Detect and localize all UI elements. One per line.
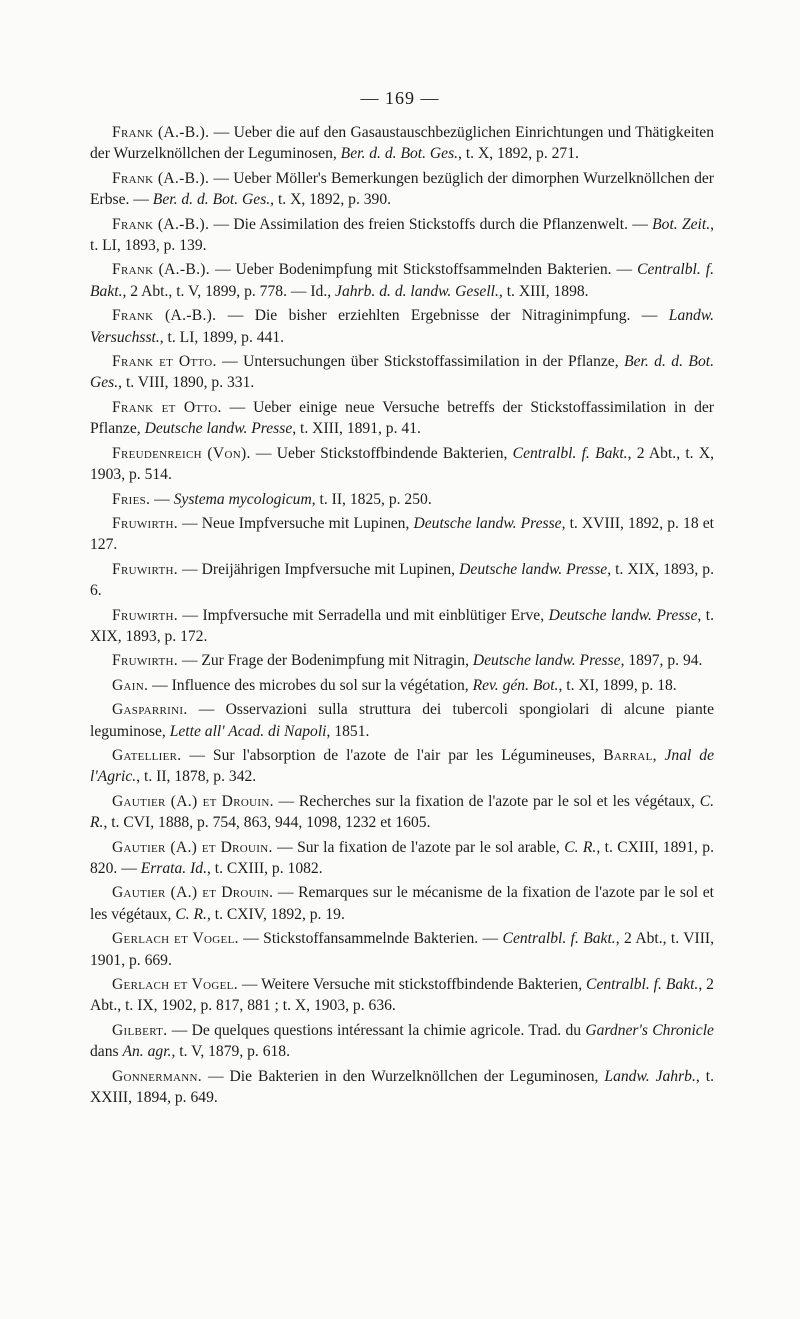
entry-source-title: Ber. d. d. Bot. Ges. bbox=[340, 145, 459, 163]
entry-source-title: Ber. d. d. Bot. Ges. bbox=[90, 353, 714, 392]
bibliography-entry bbox=[90, 837, 714, 880]
entry-text: — Sur l'absorption de l'azote de l'air par les Légumineuses, bbox=[181, 746, 604, 764]
bibliography-entry bbox=[90, 605, 714, 648]
bibliography-entry bbox=[90, 974, 714, 1017]
entry-author: Frank (A.-B.). bbox=[112, 124, 210, 141]
entry-source-title: Systema mycologicum bbox=[173, 490, 312, 508]
entry-source-title: Deutsche landw. Presse bbox=[459, 560, 608, 578]
entry-source-title: Deutsche landw. Presse bbox=[472, 652, 621, 670]
entry-text: , t. CVI, 1888, p. 754, 863, 944, 1098, 1232 et 1605. bbox=[103, 814, 431, 832]
entry-source-title: Deutsche landw. Presse bbox=[548, 606, 698, 624]
entry-text: — De quelques questions intéressant la chimie agricole. Trad. du bbox=[167, 1021, 586, 1039]
bibliography-entry bbox=[90, 559, 714, 602]
entry-text: , t. VIII, 1890, p. 331. bbox=[118, 374, 255, 392]
entry-source-title: Rev. gén. Bot. bbox=[472, 676, 559, 694]
entry-source-title: Centralbl. f. Bakt. bbox=[502, 930, 616, 948]
entry-text: — Dreijährigen Impfversuche mit Lupinen, bbox=[177, 560, 460, 578]
bibliography-entry bbox=[90, 699, 714, 742]
entry-author: Freudenreich (Von). bbox=[112, 444, 251, 462]
entry-source-title: Landw. Jahrb. bbox=[604, 1067, 696, 1085]
entry-source-title: Gardner's Chronicle bbox=[585, 1021, 714, 1039]
entry-text: , t. LI, 1899, p. 441. bbox=[159, 328, 285, 346]
entry-author: Fruwirth. bbox=[112, 606, 178, 624]
entry-text: , t. X, 1892, p. 271. bbox=[458, 145, 579, 163]
bibliography-entry bbox=[90, 397, 714, 440]
entry-text: , t. XIII, 1891, p. 41. bbox=[292, 420, 421, 438]
bibliography-entry bbox=[90, 791, 714, 834]
entry-source-title: Centralbl. f. Bakt. bbox=[90, 261, 714, 300]
entry-source-title: Bot. Zeit. bbox=[652, 215, 711, 233]
entry-text: — Ueber einige neue Versuche betreffs der Stickstoffassimilation in der Pflanze, bbox=[90, 398, 714, 438]
bibliography-entry bbox=[90, 1020, 714, 1063]
bibliography-entry bbox=[90, 351, 714, 394]
entry-text: , t. CXIV, 1892, p. 19. bbox=[206, 905, 345, 923]
entry-source-title: C. R. bbox=[175, 905, 207, 923]
entry-text: — Influence des microbes du sol sur la végétation, bbox=[148, 676, 473, 694]
entry-author: Gautier (A.) et Drouin. bbox=[112, 838, 273, 856]
entry-text: , t. XIII, 1898. bbox=[498, 282, 589, 300]
entry-author: Gain. bbox=[112, 676, 149, 694]
entry-author: Fruwirth. bbox=[112, 514, 178, 532]
entry-text: , t. II, 1825, p. 250. bbox=[311, 490, 432, 508]
entry-text: , t. LI, 1893, p. 139. bbox=[90, 215, 715, 255]
bibliography-entry bbox=[90, 122, 714, 165]
entry-text: — Ueber Stickstoffbindende Bakterien, bbox=[250, 444, 513, 462]
entry-author: Gerlach et Vogel. bbox=[112, 930, 239, 948]
entry-author: Gautier (A.) et Drouin. bbox=[112, 792, 274, 810]
bibliography-entry bbox=[90, 513, 714, 556]
entry-text: , 1851. bbox=[326, 722, 370, 740]
entry-source-title: Landw. Versuchsst. bbox=[90, 307, 714, 346]
entry-secondary-author: Barral bbox=[603, 746, 653, 764]
entry-text: — Impfversuche mit Serradella und mit einblütiger Erve, bbox=[177, 606, 549, 624]
entry-text: — Ueber Bodenimpfung mit Stickstoffsammelnden Bakterien. — bbox=[209, 261, 638, 279]
entry-text: , bbox=[652, 746, 665, 764]
entry-text: , 2 Abt., t. X, 1903, p. 514. bbox=[90, 444, 714, 484]
entry-text: — Die Assimilation des freien Stickstoffs durch die Pflanzenwelt. — bbox=[209, 215, 653, 233]
entry-text: , t. XIX, 1893, p. 172. bbox=[90, 606, 714, 645]
entry-text: — Neue Impfversuche mit Lupinen, bbox=[177, 514, 414, 532]
entry-text: , 2 Abt., t. VIII, 1901, p. 669. bbox=[90, 930, 714, 969]
entry-author: Gasparrini. bbox=[112, 701, 188, 719]
entry-text: — Weitere Versuche mit stickstoffbindende Bakterien, bbox=[237, 976, 587, 994]
entry-author: Frank (A.-B.). bbox=[112, 215, 210, 233]
entry-text: , t. V, 1879, p. 618. bbox=[171, 1043, 290, 1061]
entry-text: — Remarques sur le mécanisme de la fixation de l'azote par le sol et les végétaux, bbox=[90, 884, 714, 923]
entry-source-title: Lette all' Acad. di Napoli bbox=[169, 722, 327, 740]
entry-text: , t. II, 1878, p. 342. bbox=[136, 768, 257, 786]
entry-text: , t. X, 1892, p. 390. bbox=[270, 191, 392, 209]
entry-author: Gilbert. bbox=[112, 1021, 168, 1039]
bibliography-entry bbox=[90, 675, 714, 696]
bibliography-entry bbox=[90, 882, 714, 925]
entry-author: Frank et Otto. bbox=[112, 398, 222, 416]
entry-source-title: Ber. d. d. Bot. Ges. bbox=[152, 191, 271, 209]
entry-text: , 2 Abt., t. V, 1899, p. 778. — Id., bbox=[122, 282, 336, 300]
entry-source-title: C. R. bbox=[564, 838, 597, 856]
entry-source-title: Centralbl. f. Bakt. bbox=[512, 444, 628, 462]
entry-text: , 2 Abt., t. IX, 1902, p. 817, 881 ; t. X, 1903, p. 636. bbox=[90, 976, 714, 1015]
entry-text: — Ueber die auf den Gasaustauschbezüglichen Einrichtungen und Thätigkeiten der Wurzelknöllchen der Leguminosen, bbox=[90, 124, 714, 163]
bibliography-entry bbox=[90, 489, 714, 510]
entry-text: , t. XI, 1899, p. 18. bbox=[558, 676, 677, 694]
bibliography-entry bbox=[90, 928, 714, 971]
entry-author: Gatellier. bbox=[112, 746, 182, 764]
entry-source-title: Centralbl. f. Bakt. bbox=[586, 976, 699, 994]
entry-author: Frank et Otto. bbox=[112, 353, 217, 371]
entry-text: , t. CXIII, 1891, p. 820. — bbox=[90, 838, 714, 877]
entry-author: Fruwirth. bbox=[112, 560, 178, 578]
page-number: — 169 — bbox=[360, 88, 440, 108]
entry-author: Gautier (A.) et Drouin. bbox=[112, 884, 274, 902]
entry-text: — Recherches sur la fixation de l'azote par le sol et les végétaux, bbox=[273, 792, 700, 810]
entry-author: Frank (A.-B.). bbox=[112, 307, 217, 325]
entry-source-title: C. R. bbox=[90, 792, 714, 832]
entry-text: , t. XXIII, 1894, p. 649. bbox=[90, 1067, 714, 1107]
entry-text: , 1897, p. 94. bbox=[620, 652, 703, 670]
entry-source-title: Jnal de l'Agric. bbox=[90, 746, 714, 786]
entry-author: Gerlach et Vogel. bbox=[112, 976, 238, 994]
entry-source-title: An. agr. bbox=[122, 1043, 172, 1061]
entry-text: , t. XVIII, 1892, p. 18 et 127. bbox=[90, 514, 714, 554]
entry-text: — Die Bakterien in den Wurzelknöllchen der Leguminosen, bbox=[201, 1067, 605, 1085]
entry-text: — Ueber Möller's Bemerkungen bezüglich der dimorphen Wurzelknöllchen der Erbse. — bbox=[90, 169, 714, 209]
entry-text: — bbox=[150, 490, 174, 508]
entry-text: , t. CXIII, p. 1082. bbox=[206, 860, 323, 877]
entry-author: Gonnermann. bbox=[112, 1067, 202, 1085]
entry-source-title: Jahrb. d. d. landw. Gesell. bbox=[335, 282, 499, 300]
entry-source-title: Errata. Id. bbox=[140, 860, 207, 877]
entry-author: Frank (A.-B.). bbox=[112, 261, 210, 279]
entry-text: — Die bisher erziehlten Ergebnisse der Nitraginimpfung. — bbox=[216, 307, 669, 325]
entry-author: Fries. bbox=[112, 490, 151, 508]
entry-text: — Zur Frage der Bodenimpfung mit Nitragin, bbox=[177, 652, 473, 670]
entry-text: dans bbox=[90, 1043, 123, 1061]
entry-text: — Osservazioni sulla struttura dei tubercoli spongiolari di alcune piante leguminose, bbox=[90, 701, 714, 740]
bibliography-entry bbox=[90, 1066, 714, 1109]
bibliography-entry bbox=[90, 745, 714, 788]
entry-text: — Untersuchungen über Stickstoffassimilation in der Pflanze, bbox=[216, 353, 625, 371]
bibliography-entry bbox=[90, 650, 714, 671]
bibliography-list bbox=[90, 122, 714, 1108]
bibliography-entry bbox=[90, 214, 714, 257]
bibliography-entry bbox=[90, 168, 714, 211]
bibliography-entry bbox=[90, 305, 714, 348]
entry-text: — Sur la fixation de l'azote par le sol arable, bbox=[272, 838, 565, 856]
entry-source-title: Deutsche landw. Presse bbox=[144, 420, 293, 438]
entry-author: Fruwirth. bbox=[112, 652, 178, 670]
entry-author: Frank (A.-B.). bbox=[112, 169, 210, 187]
bibliography-entry bbox=[90, 443, 714, 486]
entry-text: — Stickstoffansammelnde Bakterien. — bbox=[238, 930, 503, 948]
entry-source-title: Deutsche landw. Presse bbox=[413, 514, 562, 532]
entry-text: , t. XIX, 1893, p. 6. bbox=[90, 560, 714, 600]
bibliography-entry bbox=[90, 259, 714, 302]
